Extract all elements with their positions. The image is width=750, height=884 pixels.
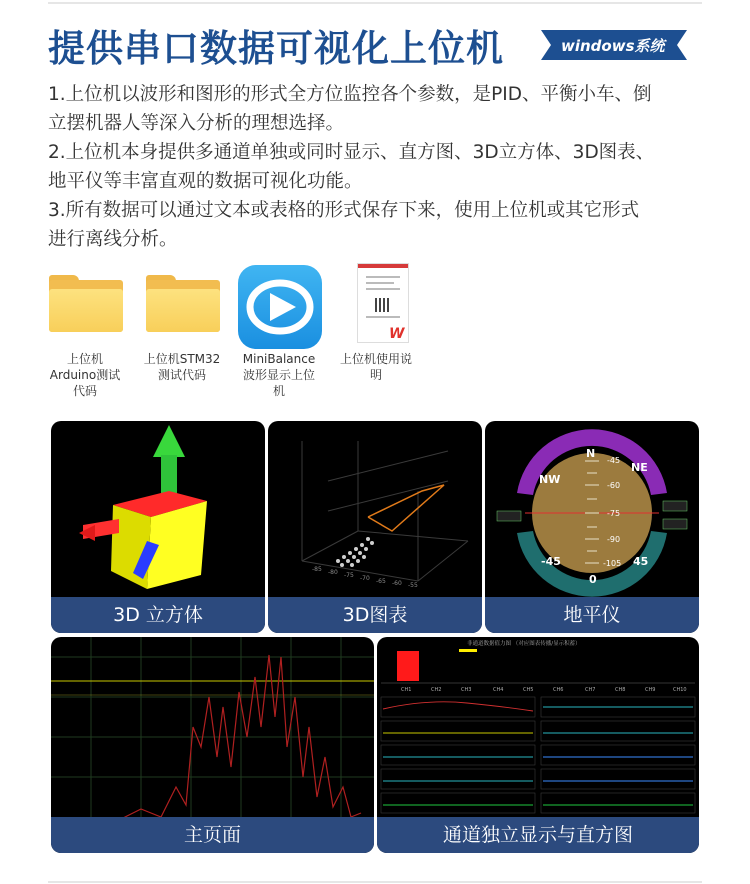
horizon-pitch: -45	[607, 456, 621, 465]
page-title: 提供串口数据可视化上位机	[48, 27, 504, 70]
file-label: MiniBalance 波形显示上位 机	[242, 352, 316, 398]
description	[48, 80, 708, 254]
channel-label: CH8	[615, 687, 626, 693]
description-line: 3.所有数据可以通过文本或表格的形式保存下来，使用上位机或其它形式	[48, 200, 640, 221]
top-divider	[48, 2, 702, 4]
channels-visual	[377, 637, 699, 819]
horizon-visual	[485, 421, 699, 597]
panel-3d-cube	[51, 421, 265, 633]
horizon-roll: -45	[541, 555, 561, 568]
panel-caption: 3D 立方体	[51, 597, 265, 633]
chart3d-tick: -60	[392, 580, 402, 587]
os-tag	[541, 30, 687, 60]
chart3d-tick: -75	[344, 572, 354, 579]
description-line: 地平仪等丰富直观的数据可视化功能。	[48, 171, 363, 192]
main-waveform-visual	[51, 637, 374, 819]
horizon-pitch: -60	[607, 481, 621, 490]
horizon-pitch: -105	[603, 559, 622, 568]
horizon-pitch: -75	[607, 509, 621, 518]
description-line: 2.上位机本身提供多通道单独或同时显示、直方图、3D立方体、3D图表、	[48, 142, 655, 163]
chart3d-tick: -80	[328, 569, 338, 576]
folder-icon	[49, 275, 123, 335]
panel-caption: 3D图表	[268, 597, 482, 633]
channel-label: CH4	[493, 687, 504, 693]
channel-label: CH7	[585, 687, 596, 693]
minibalance-app-icon	[238, 265, 322, 349]
file-manual-document[interactable]	[331, 263, 421, 383]
channel-label: CH1	[401, 687, 412, 693]
file-label: 上位机使用说 明	[339, 352, 412, 382]
file-label: 上位机 Arduino测试 代码	[49, 352, 121, 398]
folder-icon	[146, 275, 220, 335]
wps-document-icon: W	[357, 263, 409, 343]
panel-caption: 通道独立显示与直方图	[377, 817, 699, 853]
panel-horizon	[485, 421, 699, 633]
chart3d-visual	[268, 421, 482, 597]
description-line: 1.上位机以波形和图形的形式全方位监控各个参数，是PID、平衡小车、倒	[48, 84, 652, 105]
os-tag-label: windows系统	[561, 37, 665, 55]
channel-label: CH5	[523, 687, 534, 693]
file-stm32-folder[interactable]	[137, 263, 227, 383]
panel-main-page	[51, 637, 374, 853]
chart3d-tick: -55	[408, 582, 418, 589]
panel-caption: 地平仪	[485, 597, 699, 633]
file-minibalance-app[interactable]	[234, 263, 324, 399]
file-list	[40, 263, 700, 403]
chart3d-tick: -65	[376, 578, 386, 585]
panel-3d-chart	[268, 421, 482, 633]
horizon-roll: 45	[633, 555, 649, 568]
chart3d-tick: -85	[312, 566, 322, 573]
file-label: 上位机STM32 测试代码	[143, 352, 221, 382]
channels-header: 非通道数据值力图 （对应图表传播/显示积蓄）	[467, 641, 581, 647]
channel-label: CH6	[553, 687, 564, 693]
file-arduino-folder[interactable]	[40, 263, 130, 399]
channel-label: CH9	[645, 687, 656, 693]
horizon-compass: N	[586, 447, 596, 460]
horizon-compass: NW	[539, 473, 561, 486]
cube-visual	[51, 421, 265, 597]
description-line: 立摆机器人等深入分析的理想选择。	[48, 113, 345, 134]
channel-label: CH10	[673, 687, 687, 693]
panel-channels	[377, 637, 699, 853]
channel-label: CH3	[461, 687, 472, 693]
horizon-pitch: -90	[607, 535, 621, 544]
bottom-divider	[48, 881, 702, 883]
channel-label: CH2	[431, 687, 442, 693]
horizon-roll: 0	[589, 573, 597, 586]
panel-caption: 主页面	[51, 817, 374, 853]
description-line: 进行离线分析。	[48, 229, 178, 250]
horizon-compass: NE	[631, 461, 648, 474]
chart3d-tick: -70	[360, 575, 370, 582]
